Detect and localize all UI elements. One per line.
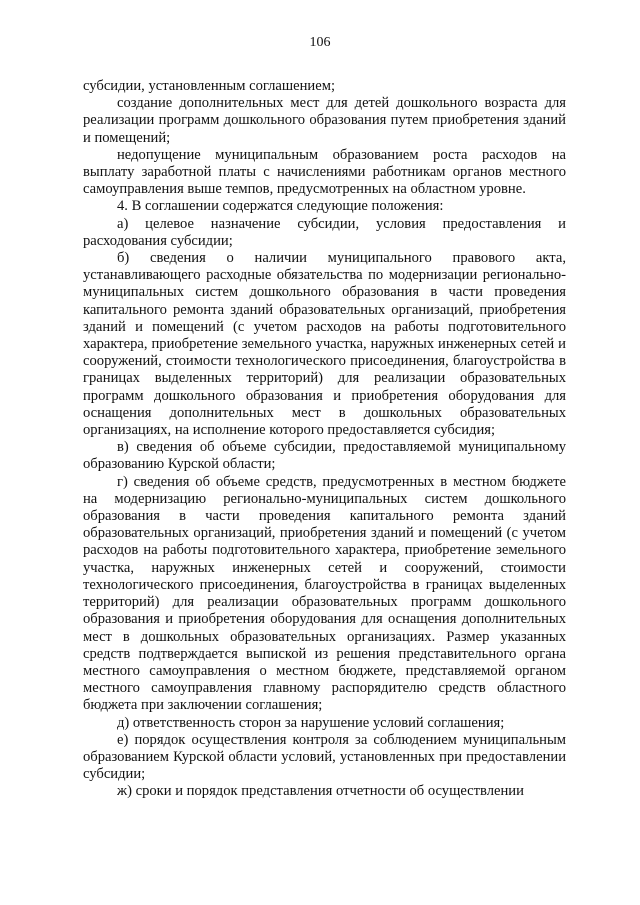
paragraph-clause-4-heading: 4. В соглашении содержатся следующие положения: [117, 198, 444, 215]
paragraph-item-e: е) порядок осуществления контроля за соблюдением муниципальным образованием Курской области условий, установленных при предоставлении субсидии; [83, 731, 566, 783]
paragraph-item-v: в) сведения об объеме субсидии, предоставляемой муниципальному образованию Курской области; [83, 439, 566, 473]
paragraph-salary-growth: недопущение муниципальным образованием роста расходов на выплату заработной платы с начислениями работникам органов местного самоуправления выше темпов, предусмотренных на областном уровне. [83, 146, 566, 198]
page-number: 106 [309, 35, 331, 50]
paragraph-subsidy-terms-end: субсидии, установленным соглашением; [83, 78, 336, 94]
paragraph-item-g: г) сведения об объеме средств, предусмотренных в местном бюджете на модернизацию регионально-муниципальных систем дошкольного образования в части проведения капитального ремонта зданий образовательных организаций, приобретения зданий и помещений (с учетом расходов на работы подготовительного характера, приобретение земельного участка, наружных инженерных сетей и сооружений, стоимости технологического присоединения, благоустройства в границах выделенных территорий) для реализации образовательных программ дошкольного образования и приобретения оборудования для оснащения дополнительных мест в дошкольных образовательных организациях. Размер указанных средств подтверждается выпиской из решения представительного органа местного самоуправления о местном бюджете, представляемой органом местного самоуправления главному распорядителю средств областного бюджета при заключении соглашения; [83, 473, 566, 714]
paragraph-item-d: д) ответственность сторон за нарушение условий соглашения; [117, 714, 505, 731]
paragraph-item-zh: ж) сроки и порядок представления отчетности об осуществлении [117, 783, 524, 800]
document-body [83, 78, 566, 801]
paragraph-additional-places: создание дополнительных мест для детей дошкольного возраста для реализации программ дошкольного образования путем приобретения зданий и помещений; [83, 95, 566, 146]
paragraph-item-a: а) целевое назначение субсидии, условия предоставления и расходования субсидии; [83, 215, 566, 249]
paragraph-item-b: б) сведения о наличии муниципального правового акта, устанавливающего расходные обязательства по модернизации регионально-муниципальных систем дошкольного образования в части проведения капитального ремонта зданий образовательных организаций, приобретения зданий и помещений (с учетом расходов на работы подготовительного характера, приобретение земельного участка, наружных инженерных сетей и сооружений, стоимости технологического присоединения, благоустройства в границах выделенных территорий) для реализации образовательных программ дошкольного образования и приобретения оборудования для оснащения дополнительных мест в дошкольных образовательных организациях, на исполнение которого предоставляется субсидия; [83, 250, 566, 439]
